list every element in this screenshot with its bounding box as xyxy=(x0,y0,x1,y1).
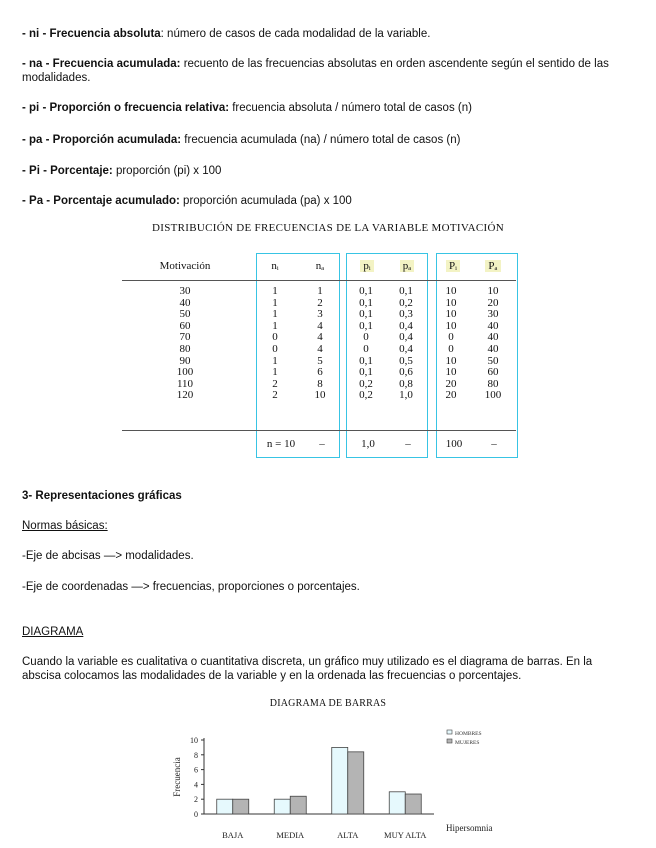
header-Pi xyxy=(438,260,468,272)
header-na: nₐ xyxy=(315,260,325,272)
table-cell: 60 xyxy=(179,319,191,332)
definition-term: - pa - Proporción acumulada: xyxy=(22,134,182,146)
table-cell: 60 xyxy=(487,366,499,379)
header-pi-label: pᵢ xyxy=(360,260,373,272)
definition-pi xyxy=(22,101,634,115)
table-cell: 0,1 xyxy=(399,285,413,297)
table-title: DISTRIBUCIÓN DE FRECUENCIAS DE LA VARIABLE MOTIVACIÓN xyxy=(151,222,505,234)
diagrama-heading: DIAGRAMA xyxy=(22,626,84,638)
table-cell: 0,3 xyxy=(399,308,413,321)
table-cell: 1 xyxy=(272,319,278,332)
table-cell: 40 xyxy=(487,331,499,344)
table-cell: 0,2 xyxy=(359,377,373,390)
header-pa xyxy=(392,260,422,272)
table-cell: 0 xyxy=(448,331,454,344)
table-cell: 3 xyxy=(317,308,323,321)
header-Pa xyxy=(476,260,510,272)
total-pa: – xyxy=(405,438,411,450)
definition-desc: : número de casos de cada modalidad de la variable. xyxy=(160,28,431,40)
definition-pa xyxy=(22,133,634,147)
table-cell: 0,1 xyxy=(359,354,373,367)
y-axis-label: Frecuencia xyxy=(172,757,182,797)
definition-desc: frecuencia acumulada (na) / número total de casos (n) xyxy=(181,134,461,146)
bar-mujeres-media xyxy=(290,796,306,814)
table-cell: 20 xyxy=(445,389,457,402)
definition-na xyxy=(22,57,634,85)
table-cell: 0,1 xyxy=(359,366,373,379)
definition-term: - Pa - Porcentaje acumulado: xyxy=(22,195,180,207)
table-cell: 0,2 xyxy=(399,296,413,309)
table-cell: 120 xyxy=(176,389,194,402)
table-cell: 110 xyxy=(176,377,194,390)
table-cell: 90 xyxy=(179,354,191,367)
table-cell: 10 xyxy=(445,296,457,309)
table-cell: 1 xyxy=(272,366,278,379)
definition-term: - pi - Proporción o frecuencia relativa: xyxy=(22,102,230,114)
y-tick-label: 8 xyxy=(194,750,198,760)
table-cell: 4 xyxy=(317,342,323,355)
table-cell: 4 xyxy=(317,331,323,344)
total-na: – xyxy=(319,438,325,450)
header-Pa-label: Pₐ xyxy=(485,260,500,272)
table-cell: 0 xyxy=(363,331,369,344)
table-cell: 10 xyxy=(445,319,457,332)
table-cell: 30 xyxy=(179,285,191,297)
total-pi: 1,0 xyxy=(361,438,375,450)
table-cell: 1 xyxy=(272,308,278,321)
table-cell: 10 xyxy=(445,285,457,297)
legend-swatch xyxy=(447,730,452,734)
table-cell: 10 xyxy=(314,389,326,402)
table-cell: 0,4 xyxy=(399,342,413,355)
definition-term: - na - Frecuencia acumulada: xyxy=(22,58,181,70)
table-cell: 1 xyxy=(272,354,278,367)
definition-desc: proporción acumulada (pa) x 100 xyxy=(179,195,352,207)
table-cell: 0,1 xyxy=(359,296,373,309)
y-tick-label: 4 xyxy=(194,780,198,790)
bar-mujeres-baja xyxy=(233,799,249,814)
definition-term: - Pi - Porcentaje: xyxy=(22,165,113,177)
table-cell: 40 xyxy=(487,342,499,355)
x-tick-label: ALTA xyxy=(337,830,359,840)
table-cell: 80 xyxy=(179,342,191,355)
y-tick-label: 2 xyxy=(194,795,198,805)
table-cell: 20 xyxy=(487,296,499,309)
column-ni xyxy=(260,286,290,402)
header-motivacion: Motivación xyxy=(159,260,211,272)
column-motivacion xyxy=(140,286,230,402)
table-cell: 5 xyxy=(317,354,323,367)
table-cell: 2 xyxy=(272,377,278,390)
header-ni: nᵢ xyxy=(271,260,279,272)
header-pi xyxy=(352,260,382,272)
table-cell: 50 xyxy=(179,308,191,321)
bar-mujeres-alta xyxy=(348,752,364,814)
table-cell: 0,1 xyxy=(359,319,373,332)
definition-desc: proporción (pi) x 100 xyxy=(112,165,222,177)
table-cell: 1 xyxy=(272,285,278,297)
table-cell: 50 xyxy=(487,354,499,367)
chart-title: DIAGRAMA DE BARRAS xyxy=(269,698,387,709)
table-cell: 0,6 xyxy=(399,366,413,379)
table-cell: 30 xyxy=(487,308,499,321)
header-pa-label: pₐ xyxy=(400,260,415,272)
total-Pi: 100 xyxy=(445,438,463,450)
table-cell: 1 xyxy=(272,296,278,309)
table-cell: 10 xyxy=(445,308,457,321)
table-cell: 70 xyxy=(179,331,191,344)
abcisas-line: -Eje de abcisas —> modalidades. xyxy=(22,550,194,562)
definition-Pa xyxy=(22,194,634,208)
table-cell: 0,8 xyxy=(399,377,413,390)
definition-desc: recuento de las frecuencias absolutas en orden ascendente según el sentido de las modalidades. xyxy=(22,58,609,84)
table-cell: 0,5 xyxy=(399,354,413,367)
table-cell: 40 xyxy=(487,319,499,332)
table-cell: 0,1 xyxy=(359,285,373,297)
definition-Pi xyxy=(22,164,634,178)
column-pi xyxy=(350,286,382,402)
table-cell: 0,1 xyxy=(359,308,373,321)
table-cell: 6 xyxy=(317,366,323,379)
table-cell: 10 xyxy=(445,354,457,367)
x-axis-label: Hipersomnia xyxy=(446,823,493,833)
section-heading: 3- Representaciones gráficas xyxy=(22,490,182,502)
y-tick-label: 6 xyxy=(194,765,198,775)
bar-hombres-muy-alta xyxy=(389,792,405,814)
table-cell: 1,0 xyxy=(399,389,413,402)
x-tick-label: MUY ALTA xyxy=(384,830,427,840)
table-cell: 8 xyxy=(317,377,323,390)
bar-hombres-baja xyxy=(217,799,233,814)
definition-ni xyxy=(22,27,634,41)
table-cell: 0,4 xyxy=(399,319,413,332)
table-cell: 100 xyxy=(176,366,194,379)
frequency-table xyxy=(120,250,520,460)
table-cell: 100 xyxy=(484,389,502,402)
table-cell: 10 xyxy=(445,366,457,379)
bar-hombres-alta xyxy=(332,747,348,814)
y-tick-label: 0 xyxy=(194,810,198,819)
column-Pa xyxy=(476,286,510,402)
table-cell: 4 xyxy=(317,319,323,332)
total-rule xyxy=(122,430,516,431)
table-cell: 0 xyxy=(272,342,278,355)
table-cell: 40 xyxy=(179,296,191,309)
table-cell: 10 xyxy=(487,285,499,297)
table-cell: 1 xyxy=(317,285,323,297)
table-cell: 0 xyxy=(363,342,369,355)
normas-heading: Normas básicas: xyxy=(22,520,108,532)
definition-term: - ni - Frecuencia absoluta xyxy=(22,28,161,40)
table-cell: 2 xyxy=(272,389,278,402)
table-cell: 0,4 xyxy=(399,331,413,344)
table-cell: 0 xyxy=(448,342,454,355)
header-Pi-label: Pᵢ xyxy=(446,260,460,272)
table-cell: 0 xyxy=(272,331,278,344)
legend-swatch xyxy=(447,739,452,743)
legend-label: HOMBRES xyxy=(455,731,482,737)
header-rule xyxy=(122,280,516,281)
bar-hombres-media xyxy=(274,799,290,814)
bar-mujeres-muy-alta xyxy=(405,794,421,814)
total-Pa: – xyxy=(491,438,497,450)
table-cell: 0,2 xyxy=(359,389,373,402)
table-cell: 80 xyxy=(487,377,499,390)
table-cell: 20 xyxy=(445,377,457,390)
y-tick-label: 10 xyxy=(190,736,198,745)
definition-desc: frecuencia absoluta / número total de casos (n) xyxy=(229,102,472,114)
column-na xyxy=(305,286,335,402)
legend-label: MUJERES xyxy=(455,740,480,746)
x-tick-label: BAJA xyxy=(222,830,244,840)
total-n: n = 10 xyxy=(266,438,296,450)
column-pa xyxy=(390,286,422,402)
coordenadas-line: -Eje de coordenadas —> frecuencias, proporciones o porcentajes. xyxy=(22,581,360,593)
x-tick-label: MEDIA xyxy=(276,830,305,840)
diagrama-paragraph: Cuando la variable es cualitativa o cuantitativa discreta, un gráfico muy utilizado es el diagrama de barras. En la abscisa colocamos las modalidades de la variable y en la ordenada las frecuencias o porcentajes. xyxy=(22,656,593,682)
column-Pi xyxy=(436,286,466,402)
table-cell: 2 xyxy=(317,296,323,309)
